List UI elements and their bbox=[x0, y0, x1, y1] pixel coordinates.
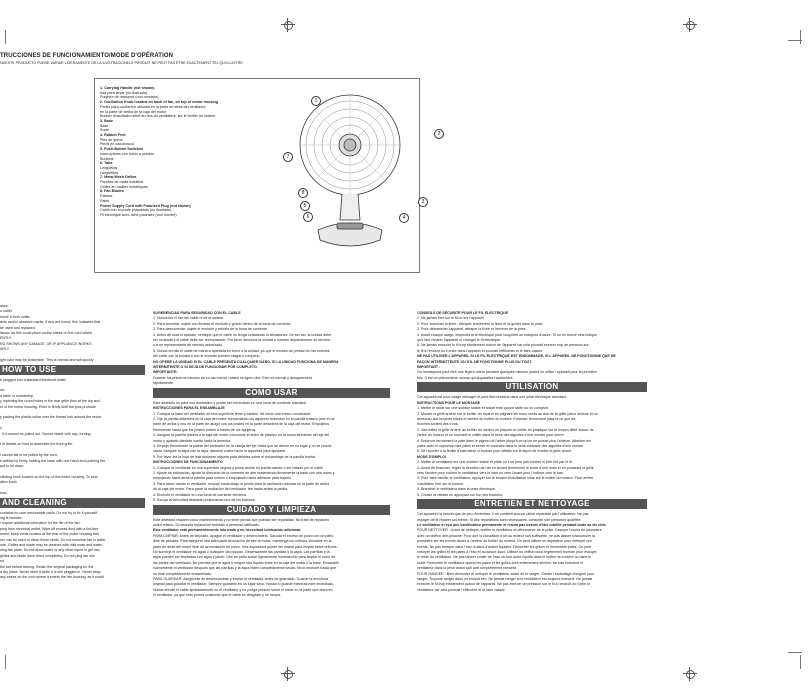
part-translation: Bouton d'oscillation situé au dos du ventilateur, sur le boîtier du moteur bbox=[100, 114, 216, 119]
text-line: grilles and blade have dried completely. Do not plug fan into bbox=[0, 553, 96, 558]
callout-1: 1 bbox=[311, 96, 321, 106]
callout-5: 5 bbox=[300, 201, 310, 211]
text-line: 3. Asegure la parrilla trasera a la caja del motor colocando el anillo de plástico en la rosca alrededor del eje del bbox=[153, 433, 330, 438]
text-line: ation knob. bbox=[0, 480, 18, 485]
text-line: socle. Remonter le ventilateur quand les pales et les grilles sont entièrement sèches. Ne pas brancher le bbox=[417, 560, 584, 565]
section-heading-use: COMO USAR bbox=[153, 388, 390, 398]
text-line: no esté completamente ensamblado. bbox=[153, 571, 212, 576]
part-translation: Pales bbox=[100, 198, 110, 203]
part-translation: Languettes bbox=[100, 170, 119, 175]
part-translation: Perilla para oscilación ubicada en la parte de atrás del ventilador, bbox=[100, 104, 207, 109]
part-translation: en la parte de arriba de la caja del motor bbox=[100, 109, 167, 114]
part-name: Power Supply Cord with Polarized Plug (not shown) bbox=[100, 203, 191, 208]
parts-list bbox=[100, 86, 218, 218]
text-line: el ventilador, ya que esto podría ocasionar que el cable se desgaste y se rompa. bbox=[153, 593, 282, 598]
text-line: y matching the round holes in the rear grille (two at the top and bbox=[0, 399, 100, 404]
text-line: a table or countertop. bbox=[0, 393, 34, 398]
part-translation: Base bbox=[100, 123, 109, 128]
text-line: ode. Grilles and blade may be cleaned with mild soap and water. bbox=[0, 543, 103, 548]
text-line: e airflow by firmly holding the base with one hand and pushing the bbox=[0, 458, 106, 463]
part-translation: Fil électrique avec fiche polarisée (non montré) bbox=[100, 212, 177, 217]
text-line: . If it cannot be pulled out. Secure blade with cap, turning bbox=[0, 431, 91, 436]
text-line: INSTRUCCIONES PARA EL ENSAMBLAJE bbox=[153, 406, 225, 411]
text-line: 2. Pour brancher la fiche : Attraper fermement la fiche et la guider dans la prise. bbox=[417, 321, 544, 326]
text-line: IMPORTANT : bbox=[417, 364, 441, 369]
crop-mark bbox=[788, 652, 802, 653]
text-line: RD SHOWS ANY DAMAGE, OR IF APPLIANCE WORKS bbox=[0, 341, 92, 346]
text-line: Este artefacto requiere poco mantenimiento y no tiene piezas que puedan ser reparadas. No trate de repararlo bbox=[153, 517, 330, 522]
text-line: liance, as this could place undue stress on the cord where bbox=[0, 330, 93, 335]
fan-neck bbox=[340, 194, 360, 220]
part-name: 1. Carrying Handle (not shown) bbox=[100, 86, 155, 90]
text-line: 2. Monter la grille arrière sur le boîtier du moteur en alignant les trous ronds au dos de la grille (deux dessus et un bbox=[417, 411, 598, 416]
text-line: CONSEILS DE SÉCURITÉ POUR LE FIL ÉLECTRIQUE bbox=[417, 311, 508, 315]
text-line: del cable con la unidad o con el enchufe pueden rasgar o romperlo. bbox=[153, 354, 261, 359]
text-line: Le ventilateur a reçu une lubrification permanente et n'aura pas besoin d'être lubrifié pendant toute sa vie utile. bbox=[417, 523, 607, 528]
text-line: MODE D'EMPLOI bbox=[417, 454, 447, 459]
text-line: ranger. Toujours ranger dans un endroit sec. Ne jamais ranger si le ventilateur est toujours branché. Ne jamais bbox=[417, 577, 593, 581]
text-line: motor, keep vents located at the rear of the motor housing free bbox=[0, 532, 100, 537]
text-line: 1. Mettre le socle sur une surface stable et solide telle qu'une table ou un comptoir. bbox=[417, 406, 549, 411]
text-line: ight odor may be noticeable. This is normal and will quickly bbox=[0, 357, 94, 362]
text-line: INSTRUCTIONS POUR LE MONTAGE bbox=[417, 400, 481, 405]
text-line: contains no user serviceable parts. Do not try to fix it yourself. bbox=[0, 510, 99, 515]
text-line: ed. bbox=[0, 559, 5, 564]
text-line: IMPORTANTE: bbox=[153, 370, 178, 375]
text-line: 4. Empuje firmemente la paleta del ventilador en la clavija del eje hasta que se afirme en su lugar y no se pueda bbox=[153, 444, 332, 448]
text-line: o bbox=[0, 426, 2, 431]
text-line: 4. Brancher le ventilateur dans la prise électrique. bbox=[417, 487, 496, 492]
english-column bbox=[0, 304, 145, 581]
text-line: ARLY. bbox=[0, 347, 10, 352]
callout-6: 6 bbox=[303, 212, 313, 222]
text-line: No sumerja el ventilador en agua o cualquier otro líquido. Desensamble las parrillas y la aspa. Las parrillas y la bbox=[153, 550, 330, 555]
text-line: PARA GUARDAR: Asegúrese de desensamblar y limpiar el ventilador antes de guardarlo. Guarde la envoltura bbox=[153, 577, 329, 581]
text-line: Este ventilador está permanentemente lubricado y no necesitará lubricación adicional. bbox=[153, 528, 301, 533]
fan-illustration bbox=[280, 80, 420, 270]
text-line: a dry place. Never store it while it is still plugged in. Never wrap bbox=[0, 570, 101, 574]
callout-2: 2 bbox=[434, 129, 444, 139]
text-line: SUGERENCIAS PARA SEGURIDAD CON EL CABLE bbox=[153, 311, 241, 315]
text-line: POUR RANGER : Bien démonter et nettoyer le ventilateur avant de le ranger. Garder l'emballage d'origine pour bbox=[417, 571, 595, 576]
section-heading-cleaning: ENTRETIEN ET NETTOYAGE bbox=[417, 499, 647, 509]
text-line: l'oscillation tirer sur le bouton. bbox=[417, 481, 465, 486]
text-line: 3. Pour faire osciller le ventilateur, appuyer sur le bouton d'oscillation situé sur le boîtier du moteur. Pour arrêter bbox=[417, 476, 594, 481]
text-line: 4. Enfoncer fermement la pale dans le pignon de l'arbre jusqu'à ce qu'on ne puisse plus l'enlever. Attacher les bbox=[417, 438, 591, 443]
text-line: évents. Ne pas tremper dans l'eau ni dans d'autres liquides. Démonter les grilles et l'ensemble pales. On peut bbox=[417, 544, 592, 549]
text-line: 1. Coloque el ventilador en una superficie segura y plana donde no pueda caerse o ser halado por el cable. bbox=[153, 465, 324, 470]
text-line: sacar. Asegure la aspa con la tapa, dándole vuelta hacia la izquierda para ajustarla. bbox=[153, 449, 287, 454]
text-line: parte de arriba y uno en la parte de abajo) con los postes en la parte delantera de la caja del motor. Empújelos bbox=[153, 422, 330, 427]
text-line: nettoyer les grilles et les pales à l'eau et au savon doux. Utiliser un chiffon doux légèrement humide pour essuyer bbox=[417, 550, 597, 555]
text-line: ning fan parts. Do not allow water or any other liquid to get into bbox=[0, 548, 100, 553]
text-line: ventilateur car cela pourrait l'effilocher et le faire casser. bbox=[417, 587, 506, 592]
text-line: le reste du ventilateur. Ne pas laisser couler de l'eau ou tout autre liquide dans le boîtier du moteur ou dans le bbox=[417, 555, 592, 560]
text-line: vers l'arrière pour incliner le ventilateur vers le haut ou vers l'avant pour l'incliner vers le bas. bbox=[417, 470, 564, 475]
text-line: t of details on how to assemble the front grille. bbox=[0, 442, 74, 447]
text-line: 5. Choisir la vitesse en appuyant sur l'un des boutons. bbox=[417, 492, 503, 497]
text-line: 4. Antes de usar el aparato, verifique que el cable no tenga cortaduras ni abrasiones. De ser así, la unidad debe bbox=[153, 332, 332, 337]
callout-8: 8 bbox=[298, 188, 308, 198]
part-translation: Grilles en mailles métalliques bbox=[100, 184, 148, 189]
text-line: 3. Para desconectar, sujete el enchufe y retírelo de la toma de corriente. bbox=[153, 327, 268, 332]
text-line: rápidamente. bbox=[153, 381, 174, 386]
part-name: 6. Tabs bbox=[100, 161, 113, 166]
text-line: ns: bbox=[0, 388, 5, 393]
text-line bbox=[0, 448, 145, 453]
part-name: 3. Base bbox=[100, 118, 113, 123]
text-line: 3. Verrouiller la grille arrière au boîtier du moteur en plaçant ce collier en plastique sur le moyeu fileté autour de bbox=[417, 427, 594, 432]
text-line: cillating knob located on the top of the motor housing. To stop bbox=[0, 474, 98, 479]
text-line: le fil à l'endroit où il entre dans l'appareil et pourrait l'effilocher et le faire casser. bbox=[417, 348, 544, 353]
text-line: aspa pueden ser limpiadas con agua y jabón. Use un paño suave ligeramente humedecido para limpiar el resto de bbox=[153, 555, 336, 560]
text-line: usted mismo. Si necesita reparación remítalo a personal calificado. bbox=[153, 523, 260, 528]
text-line: 1. Coloque la base del ventilador en una superficie firme y estable, tal como una mesa o mostrador. bbox=[153, 411, 312, 416]
text-line: 1. Nunca tire ni tire del cable ni de la unidad. bbox=[153, 316, 224, 321]
part-name: 7. Metal Mesh Grilles bbox=[100, 175, 137, 180]
text-line: 5. Escoja la velocidad deseada presionando uno de los botones. bbox=[153, 497, 256, 502]
text-line: ENTLY. bbox=[0, 336, 12, 341]
text-line: 5. Se reporter à la feuille d'instruction ci-incluse pour détails sur la façon de monter la grille avant. bbox=[417, 449, 572, 454]
text-line: empujando hacia atrás la parrilla para subirlo o empujando hacia adelante para bajarlo. bbox=[153, 476, 292, 481]
text-line: ventilateur dans la prise avant qu'il soit complètement remonté. bbox=[417, 566, 518, 571]
text-line: Cet appareil n'a besoin que de peu d'entretien. Il ne contient aucune pièce réparable par l'utilisateur. Ne pas bbox=[417, 512, 589, 517]
text-line: e plugged into a standard electrical outlet. bbox=[0, 377, 67, 382]
text-line: Cet appareil est pour usage ménager et peut être branché dans une prise électrique standard. bbox=[417, 395, 567, 400]
section-heading-cleaning: CUIDADO Y LIMPIEZA bbox=[153, 505, 390, 515]
part-name: 4. Rubber Feet bbox=[100, 133, 126, 138]
text-line bbox=[0, 486, 145, 491]
text-line: 4. Enchufe el ventilador en una toma de corriente eléctrica. bbox=[153, 492, 247, 497]
push-button-switches bbox=[337, 223, 363, 229]
text-line: las partes del ventilador. No permita que el agua o ningún otro líquido entre en la caja del motor o la base. Ensamble bbox=[153, 560, 339, 565]
text-line: de la caja del motor. Para parar la oscilación del ventilador, tire hacia arriba la perilla. bbox=[153, 487, 289, 492]
section-heading-cleaning: AND CLEANING bbox=[0, 498, 145, 508]
text-line: ner can be used to clean these vents. Do not immerse fan in water bbox=[0, 537, 106, 542]
part-translation: Poignée de transport (non montrée) bbox=[100, 95, 159, 100]
text-line bbox=[0, 383, 145, 388]
text-line: PARA LIMPIAR: Antes de limpiarlo, apague el ventilador y desenchúfelo. Sacuda el exceso de polvo con un paño bbox=[153, 533, 334, 538]
text-line: motor y ajústelo dándole vuelta hacia la derecha. bbox=[153, 438, 232, 443]
text-line: broches sortent des trous. bbox=[417, 422, 459, 427]
text-line: l'arbre du moteur et en tournant le collier dans le sens des aiguilles d'une montre pour serrer. bbox=[417, 433, 565, 438]
text-line: Este artefacto es para uso doméstico y puede ser enchufado en una toma de corriente standard. bbox=[153, 400, 307, 405]
text-line: essayer de le réparer soi-même. Si des réparations sont nécessaires, consulter une personne qualifiée. bbox=[417, 517, 582, 522]
part-translation: Socle bbox=[100, 128, 110, 133]
text-line: ance. bbox=[0, 304, 9, 308]
text-line: move it from outlet. bbox=[0, 314, 31, 319]
text-line: NE PAS UTILISER L'APPAREIL SI LE FIL ÉLECTRIQUE EST ENDOMMAGÉ, SI L'APPAREIL NE FONCTIONNE QUE DE bbox=[417, 354, 616, 359]
text-line: l cannot fall or be pulled by the cord. bbox=[0, 453, 58, 458]
text-line: the fan before storing. Retain the original packaging for the bbox=[0, 564, 94, 569]
registration-mark-top-right bbox=[683, 18, 697, 32]
text-line: 5. Por favor lea la hoja de instrucciones adjunta para detalles sobre el ensamblaje de la parrilla frontal. bbox=[153, 454, 317, 459]
part-translation: Asa para llevar (no ilustrado) bbox=[100, 90, 148, 95]
text-line: o outlet. bbox=[0, 309, 13, 314]
text-line: l require additional lubrication for the life of the fan. bbox=[0, 521, 81, 526]
part-translation: Parrillas de malla metálica bbox=[100, 180, 144, 185]
part-translation: Lengüetas bbox=[100, 165, 118, 170]
text-line: ing is needed. bbox=[0, 516, 23, 521]
text-line: ser revisada y el cable debe ser reemplazado. Por favor devuelva la unidad a nuestro departamento de servicio bbox=[153, 337, 331, 342]
text-line: any stress on the cord where it enters the fan housing, as it could bbox=[0, 575, 104, 580]
section-heading-use: UTILISATION bbox=[417, 382, 647, 392]
part-translation: Pieds en caoutchouc bbox=[100, 142, 135, 147]
text-line: FAÇON INTERMITTENTE OU S'IL NE FONCTIONNE PLUS DU TOUT. bbox=[417, 359, 532, 364]
part-name: 2. Oscillation Knob located on back of fan, on top of motor housing bbox=[100, 100, 218, 105]
text-line: 2. Ajuste de inclinación, ajuste la dirección de la corriente de aire sosteniendo firmemente la base con una mano y bbox=[153, 470, 335, 475]
text-line: dessous) aux broches situés à l'arrière du boîtier du moteur. Enfoncer fermement jusqu'à ce que les bbox=[417, 417, 576, 422]
text-line: INSTRUCCIONES DE FUNCIONAMIENTO bbox=[153, 460, 223, 465]
text-line: original para guardar el ventilador. Siempre guárdelo en un lugar seco. Nunca lo guarde mientras esté enchufado. bbox=[153, 582, 334, 587]
text-line: nt of the motor housing. Push in firmly until the pins protrude bbox=[0, 404, 96, 409]
text-line bbox=[0, 469, 145, 474]
part-translation: Boutons bbox=[100, 156, 114, 161]
text-line: plug from electrical outlet. Wipe off excess dust with a lint-free bbox=[0, 526, 99, 531]
part-translation: Paletas bbox=[100, 194, 113, 199]
text-line: o a un representante de servicio autorizado. bbox=[153, 343, 224, 348]
text-line: qu'il faut réparer l'appareil et changer le fil électrique. bbox=[417, 337, 502, 342]
text-line: 4. Avant chaque usage, inspecter le fil électrique pour coupures ou marques d'usure. Si on en trouve cela indique bbox=[417, 332, 598, 337]
text-line: poussière sur les évents situés à l'arrière du boîtier du moteur. On peut utiliser un aspirateur pour nettoyer ces bbox=[417, 539, 592, 544]
text-line: On remarquera peut-être une légère odeur pendant quelques minutes quand on utilise l'appareil pour la première bbox=[417, 370, 597, 375]
text-line: 1. Ne jamais tirer sur le fil ou sur l'appareil bbox=[417, 316, 484, 321]
text-line: 2. Para conectar, sujete con firmeza el enchufe y guíelo dentro de la toma de corriente. bbox=[153, 321, 292, 326]
part-name: 5. Push-Button Switches bbox=[100, 147, 144, 152]
text-line bbox=[0, 421, 145, 426]
text-line: POUR NETTOYER : Avant de nettoyer, arrêter le ventilateur et débrancher de la prise. Essuyer l'excès de poussière bbox=[417, 528, 602, 533]
text-line: libre de pelusas. Para asegurar una adecuada circulación de aire al motor, mantenga los orificios ubicados en la bbox=[153, 539, 332, 544]
page-subtitle: NUESTE PRODUCTO PUEDE VARIAR LIGERAMENTE DE LA ILUSTRACIONELE PRODUIT NE PEUT PAS ÊTRE EXACTEMENT TEL QU'ILLUSTRÉ bbox=[0, 61, 243, 65]
crop-mark bbox=[800, 30, 801, 44]
text-line: firmemente hasta que los postes entren a través de los agujeros. bbox=[153, 427, 257, 432]
text-line: Nunca enrolle el cable ajustadamente en el ventilador y no ponga presión sobre el cable en la parte que entra en bbox=[153, 587, 333, 592]
text-line bbox=[0, 437, 145, 442]
text-line bbox=[0, 353, 145, 358]
text-line: pales avec le capuchon des pales et serrer en tournant dans le sens contraire des aiguilles d'une montre. bbox=[417, 444, 585, 448]
text-line: 2. Fije la parrilla delantera en la caja del motor concordando los agujeros redondos en la parrilla trasera (dos en la bbox=[153, 417, 335, 422]
text-line: ants and/or abrasive marks. If any are found, this indicates that bbox=[0, 320, 101, 325]
callout-3: 3 bbox=[418, 197, 428, 207]
registration-mark-bottom-right bbox=[683, 667, 697, 681]
french-column bbox=[417, 311, 647, 593]
section-heading-use: HOW TO USE bbox=[0, 365, 145, 375]
crop-mark bbox=[800, 655, 801, 669]
crop-mark bbox=[5, 30, 6, 44]
registration-mark-top-left bbox=[281, 18, 295, 32]
part-translation: Cable con enchufe polarizado (no ilustrado) bbox=[100, 208, 172, 213]
text-line: tons. bbox=[0, 490, 8, 495]
text-line bbox=[0, 410, 145, 415]
text-line: nuevamente el ventilador después que las parrillas y la aspa estén completamente secas. No lo enchufe hasta que bbox=[153, 566, 336, 571]
part-translation: Pies de goma bbox=[100, 137, 123, 142]
text-line: parte de atrás del motor libre de acumulación de polvo. Una aspiradora puede ser usada para limpiar estos orificios. bbox=[153, 544, 338, 549]
text-line: NO OPERE LA UNIDAD SI EL CABLE PRESENTA CUALQUIER DAÑO, SI LA UNIDAD FUNCIONA DE MANERA bbox=[153, 359, 339, 364]
part-name: 8. Fan Blades bbox=[100, 189, 124, 194]
text-line: be used and replaced. bbox=[0, 325, 36, 330]
text-line: y placing the plastic collar over the thread hub around the motor bbox=[0, 415, 102, 420]
text-line: 3. Pour débrancher l'appareil, attraper la fiche et l'enlever de la prise. bbox=[417, 327, 527, 332]
spanish-column bbox=[153, 311, 390, 599]
text-line: Durante los primeros minutos de su uso inicial, notará un ligero olor. Esto es normal y desaparecerá bbox=[153, 375, 313, 380]
page-title: TRUCCIONES DE FUNCIONAMIENTO/MODE D'OPÉRATION bbox=[0, 53, 174, 59]
text-line: enrouler le fil trop étroitement autour de l'appareil. Ne pas exercer de pression sur le fil à l'endroit où il joint le bbox=[417, 582, 590, 587]
callout-4: 4 bbox=[399, 213, 409, 223]
text-line: 5. Ne jamais enrouler le fil trop étroitement autour de l'appareil car cela pourrait exercer trop de pression sur bbox=[417, 343, 589, 348]
text-line: 1. Mettre le ventilateur sur une surface stable et plate où il ne peut pas tomber ni être tiré par le fil. bbox=[417, 460, 573, 465]
text-line: INTERMITENTE O SI DEJA DE FUNCIONAR POR COMPLETO. bbox=[153, 364, 258, 369]
registration-mark-bottom-left bbox=[281, 667, 295, 681]
text-line: 3. Para hacer oscilar el ventilador, empuje hacia abajo la perilla para la oscilación ubicada en la parte de arriba bbox=[153, 481, 330, 486]
text-line: 5. Nunca enrolle el cable de manera apretada en torno a la unidad, ya que el exceso de presión en las uniones bbox=[153, 348, 330, 353]
text-line: 2. Avant de brancher, régler la direction de l'air en tenant fermement le socle d'une main et en poussant la grille bbox=[417, 465, 594, 470]
crop-mark bbox=[5, 655, 6, 669]
text-line: avec un chiffon anti-peluche. Pour que la circulation d'air au moteur soit suffisante, ne pas laisser s'accumuler la bbox=[417, 533, 596, 538]
crop-mark bbox=[788, 40, 802, 41]
text-line: ard to tilt down. bbox=[0, 463, 25, 468]
text-line: fois. C'est un phénomène normal qui disparaîtra rapidement. bbox=[417, 375, 514, 380]
callout-7: 7 bbox=[283, 152, 293, 162]
part-translation: Interruptores con botón a presión bbox=[100, 151, 155, 156]
